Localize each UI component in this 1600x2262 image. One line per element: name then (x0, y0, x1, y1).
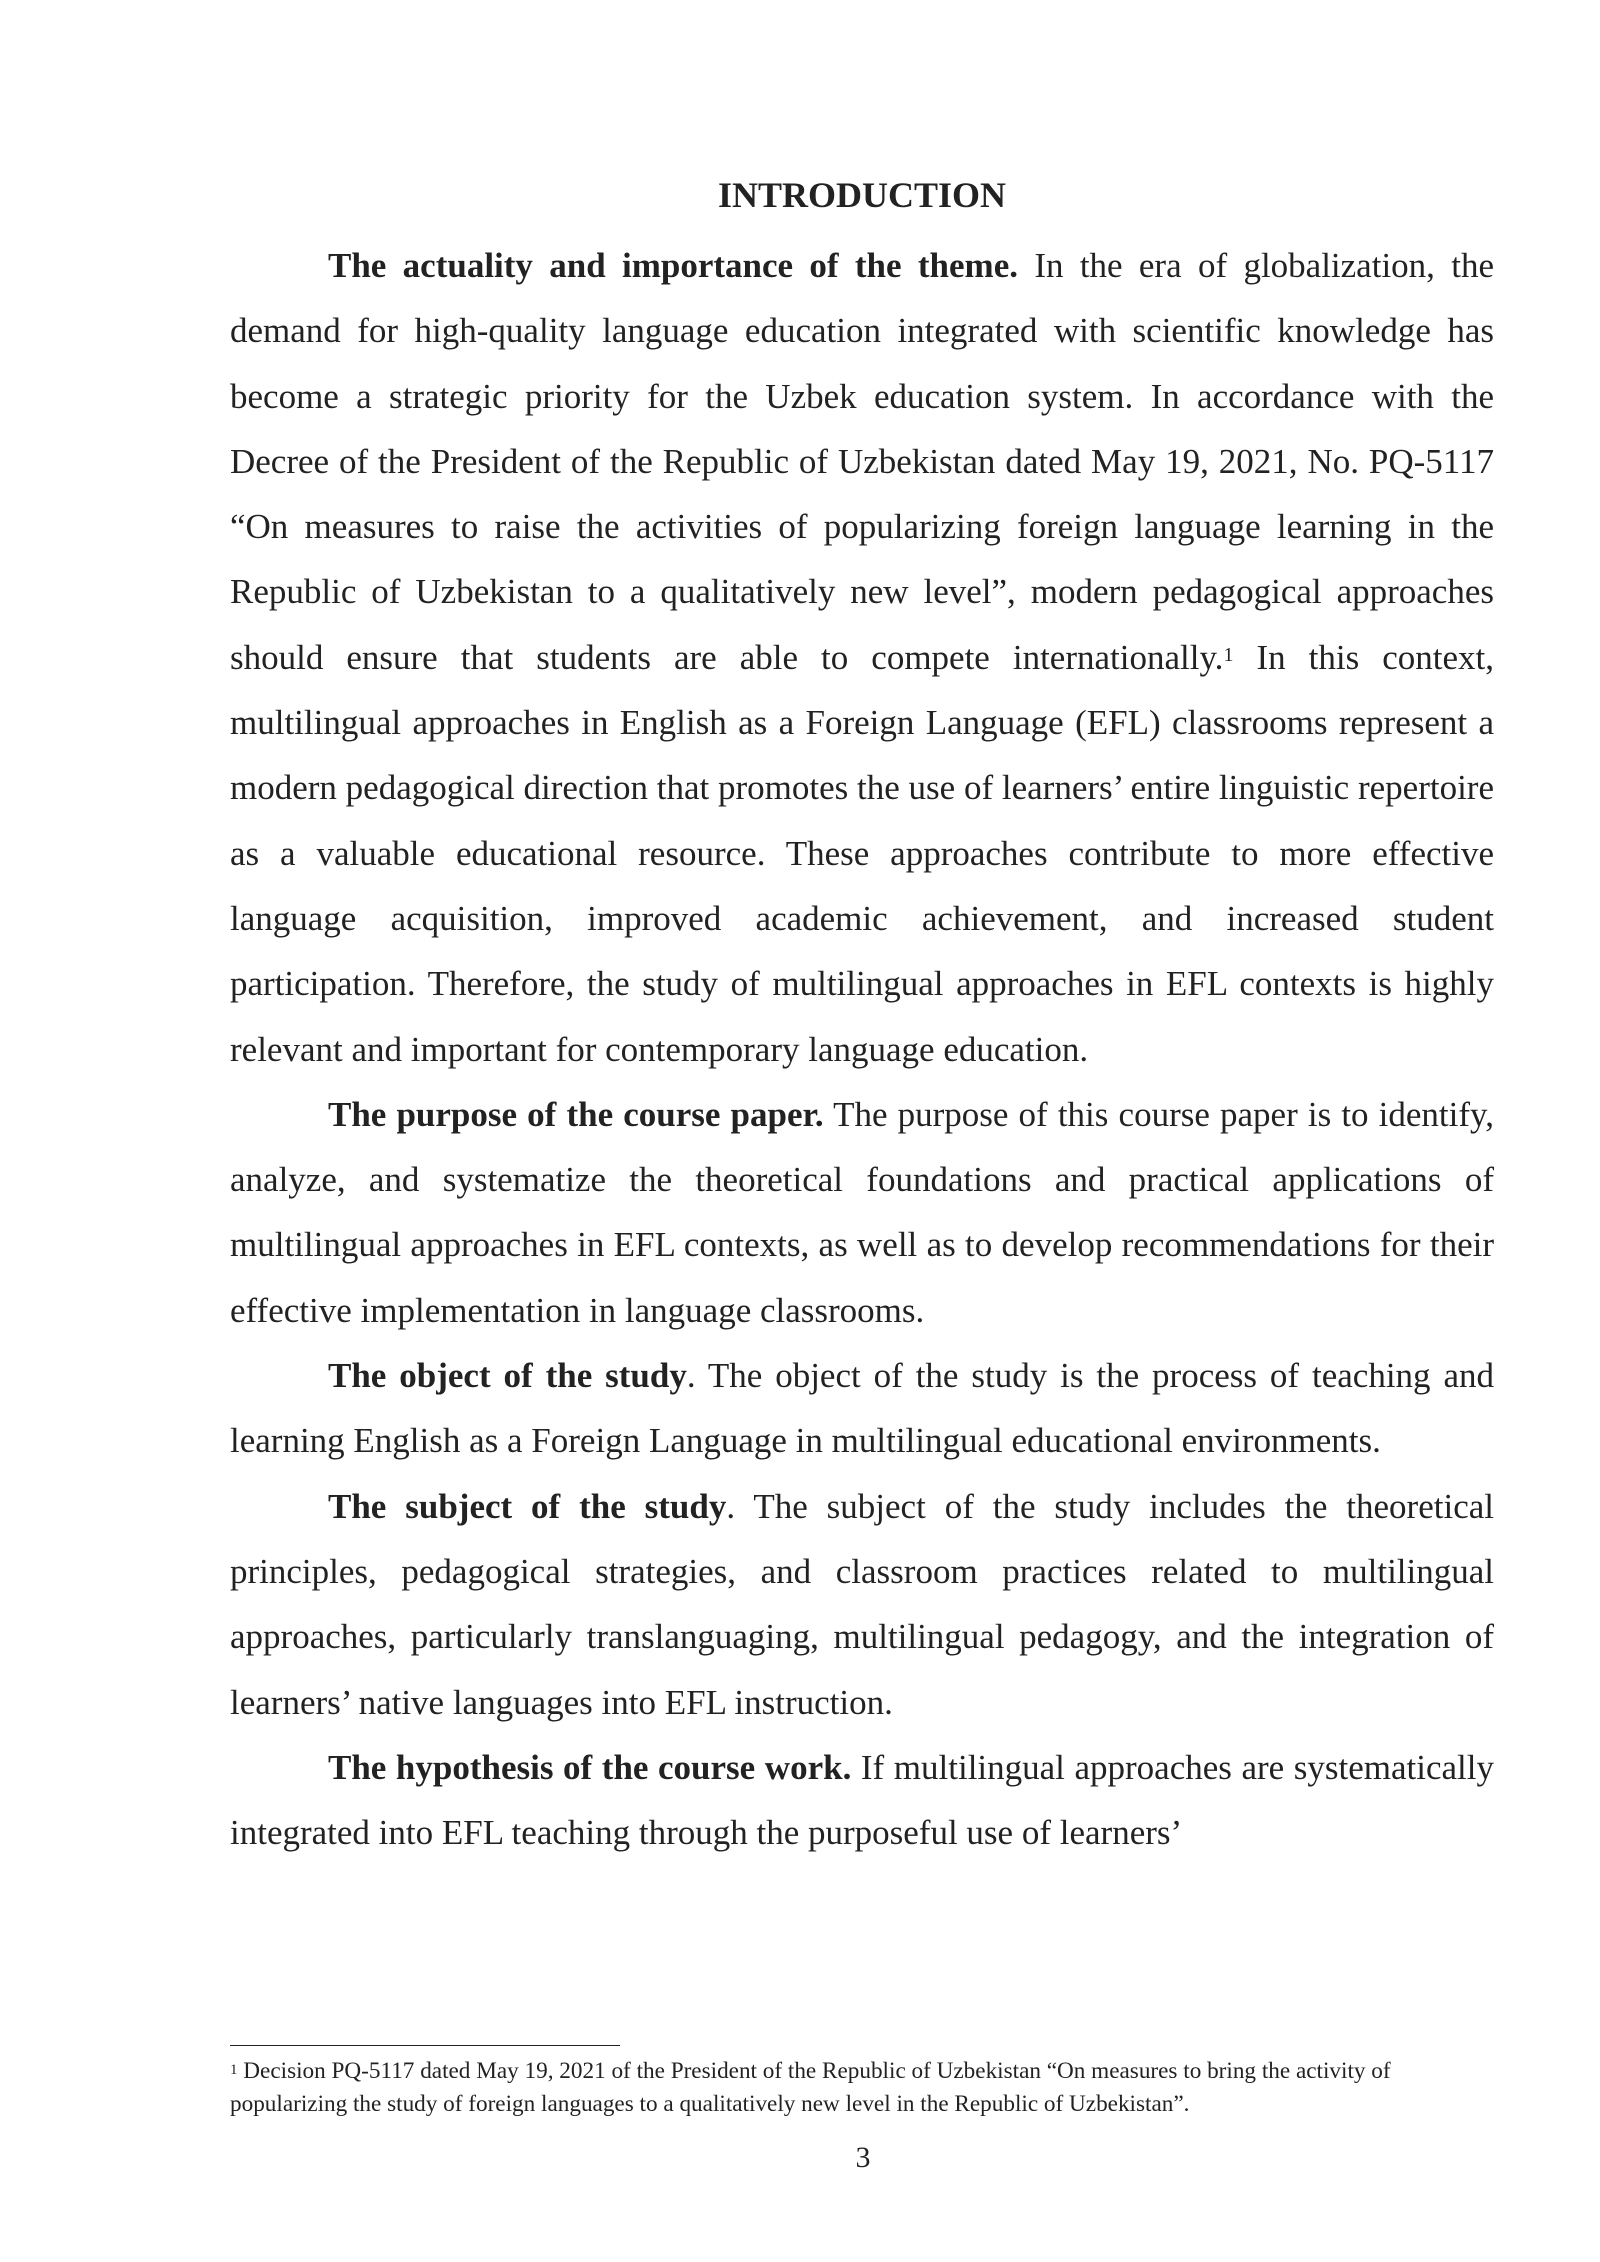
footnote-divider (230, 2045, 620, 2046)
paragraph-lead: The subject of the study (328, 1486, 727, 1526)
section-heading: INTRODUCTION (717, 175, 1007, 215)
paragraph-lead: The actuality and importance of the theme. (328, 246, 1018, 285)
paragraph-text: . The object of the study is the process of teaching and learning English as a Foreign Language in multilingual educational environments. (230, 1356, 1494, 1461)
paragraph-text: The purpose of this course paper is to identify, analyze, and systematize the theoretical foundations and practical applications of multilingual approaches in EFL contexts, as well as to develop recommendations for their effective implementation in language classrooms. (230, 1094, 1495, 1330)
footnote (230, 2055, 1494, 2121)
paragraph-text: . The subject of the study includes the theoretical principles, pedagogical strategies, and classroom practices related to multilingual approaches, particularly translanguaging, multilingual pedagogy, and the integration of learners’ native languages into EFL instruction. (230, 1486, 1494, 1722)
paragraph-lead: The hypothesis of the course work. (328, 1747, 852, 1787)
paragraph-subject (230, 1474, 1494, 1735)
paragraph-hypothesis (230, 1735, 1494, 1866)
page-number: 3 (855, 2141, 871, 2174)
paragraph-text: If multilingual approaches are systematically integrated into EFL teaching through the purposeful use of learners’ (230, 1747, 1494, 1853)
main-text (230, 168, 1494, 1865)
paragraph-text: In this context, multilingual approaches in English as a Foreign Language (EFL) classrooms represent a modern pedagogical direction that promotes the use of learners’ entire linguistic repertoire as a valuable educational resource. These approaches contribute to more effective language acquisition, improved academic achievement, and increased student participation. Therefore, the study of multilingual approaches in EFL contexts is highly relevant and important for contemporary language education. (230, 637, 1494, 1069)
footnote-text: Decision PQ-5117 dated May 19, 2021 of the President of the Republic of Uzbekistan “On measures to bring the activity of popularizing the study of foreign languages to a qualitatively new level in the Republic of Uzbekistan”. (230, 2058, 1391, 2117)
paragraph-actuality (230, 233, 1494, 1082)
paragraph-purpose (230, 1082, 1494, 1343)
footnote-reference[interactable]: 1 (1223, 643, 1234, 666)
paragraph-lead: The object of the study (328, 1356, 687, 1396)
footnote-mark: 1 (230, 2062, 238, 2078)
paragraph-text: In the era of globalization, the demand for high-quality language education integrated with scientific knowledge has become a strategic priority for the Uzbek education system. In accordance with the Decree of the President of the Republic of Uzbekistan dated May 19, 2021, No. PQ-5117 “On measures to raise the activities of popularizing foreign language learning in the Republic of Uzbekistan to a qualitatively new level”, modern pedagogical approaches should ensure that students are able to compete internationally. (230, 246, 1495, 677)
paragraph-lead: The purpose of the course paper. (328, 1094, 824, 1134)
paragraph-object (230, 1343, 1494, 1474)
